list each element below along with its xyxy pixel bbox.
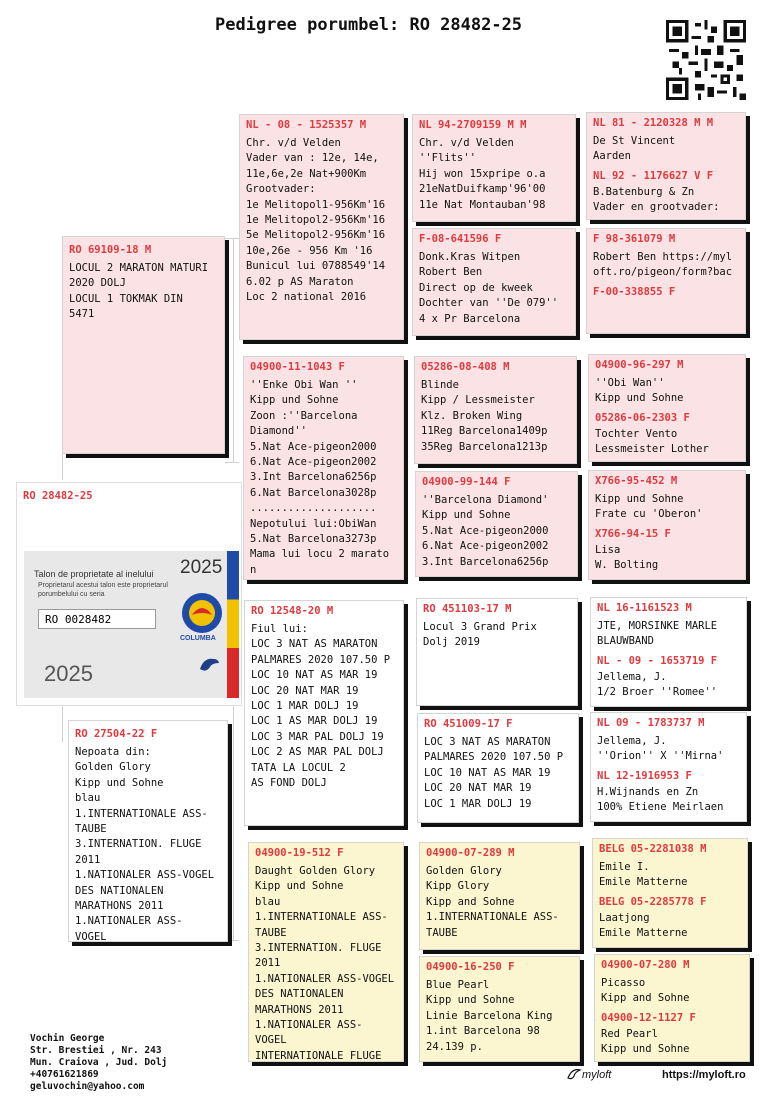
- ring-number: 04900-11-1043 F: [250, 361, 345, 373]
- talon-ring-number: RO 0028482: [38, 609, 156, 629]
- card-line: DES NATIONALEN: [255, 988, 344, 1001]
- qr-code: [666, 20, 746, 100]
- card-line: Diamond'': [250, 425, 307, 438]
- card-line: Laatjong: [599, 911, 650, 924]
- card-pair-ddd: [594, 954, 750, 1062]
- card-lines: [426, 978, 573, 1055]
- card-line: Emile Matterne: [599, 876, 688, 889]
- owner-city: Mun. Craiova , Jud. Dolj: [30, 1057, 168, 1068]
- card-pair-dss: [590, 597, 747, 707]
- card-line: Kipp / Lessmeister: [421, 394, 535, 407]
- card-line: Hij won 15xpripe o.a: [419, 167, 546, 180]
- ring-number: RO 451103-17 M: [423, 603, 512, 615]
- connector-ds: [404, 640, 405, 760]
- card-line: Klz. Broken Wing: [421, 409, 523, 422]
- card-dds: [419, 842, 580, 950]
- card-line: 1.NATIONALER ASS-VOGEL: [75, 869, 215, 882]
- ring-number: RO 69109-18 M: [69, 244, 152, 256]
- card-line: Jellema, J.: [597, 670, 667, 683]
- card-line: 1.INTERNATIONALE ASS-: [426, 911, 559, 924]
- card-line: 21eNatDuifkamp'96'00: [419, 183, 546, 196]
- card-line: Kipp und Sohne: [595, 392, 684, 405]
- card-dss: [416, 598, 578, 706]
- card-line: INTERNATIONALE FLUGE: [255, 1049, 382, 1062]
- card-line: 1.NATIONALER ASS-: [255, 1019, 363, 1032]
- card-line: AS FOND DOLJ: [251, 777, 327, 790]
- card-line: Chr. v/d Velden: [246, 137, 341, 149]
- card-line: 6.Nat Ace-pigeon2002: [422, 540, 549, 553]
- card-line: Fiul lui:: [251, 623, 308, 635]
- ring-number: 04900-12-1127 F: [601, 1011, 696, 1024]
- card-line: Locul 3 Grand Prix: [423, 621, 537, 633]
- myloft-bird-icon: [566, 1066, 582, 1082]
- card-line: Linie Barcelona King: [426, 1009, 553, 1022]
- card-line: Picasso: [601, 977, 646, 989]
- card-lines: [595, 427, 739, 458]
- card-lines: [595, 492, 739, 523]
- brand-name: myloft: [582, 1069, 612, 1081]
- card-line: 5471: [69, 308, 95, 321]
- card-line: Grootvader:: [246, 183, 316, 196]
- card-line: Emile I.: [599, 861, 650, 873]
- card-line: MARATHONS 2011: [255, 1003, 344, 1016]
- card-line: LOC 2 AS MAR PAL DOLJ: [251, 746, 384, 759]
- connector-sire-ss: [225, 238, 239, 239]
- card-line: 3.Int Barcelona6256p: [250, 471, 377, 484]
- card-line: 6.02 p AS Maraton: [246, 275, 354, 288]
- card-lines: [422, 493, 571, 570]
- card-line: B.Batenburg & Zn: [593, 185, 695, 198]
- card-line: LOC 3 MAR PAL DOLJ 19: [251, 730, 384, 743]
- card-line: ''Enke Obi Wan '': [250, 379, 358, 391]
- connector-dd: [404, 898, 405, 1002]
- ring-number: NL 12-1916953 F: [597, 769, 692, 782]
- ring-number: 04900-07-289 M: [426, 847, 515, 859]
- card-line: Chr. v/d Velden: [419, 137, 514, 149]
- owner-contact: [30, 1033, 167, 1093]
- flag-stripe: [227, 551, 239, 698]
- card-lines: [246, 136, 397, 305]
- card-lines: [593, 185, 739, 216]
- card-line: W. Bolting: [595, 559, 659, 572]
- card-line: Direct op de kweek: [419, 281, 533, 294]
- card-line: Vader van : 12e, 14e,: [246, 152, 379, 165]
- card-line: ''Flits'': [419, 152, 476, 165]
- card-lines: [424, 735, 572, 812]
- card-lines: [599, 911, 741, 942]
- talon-brand: COLUMBA: [180, 635, 216, 642]
- card-line: 5.Nat Barcelona3273p: [250, 533, 377, 546]
- ring-number: 05286-08-408 M: [421, 361, 510, 373]
- connector-sire-vertical: [233, 238, 234, 462]
- card-line: Daught Golden Glory: [255, 865, 376, 877]
- card-lines: [593, 250, 739, 281]
- ring-number: NL 81 - 2120328 M M: [593, 117, 714, 129]
- card-sire: [62, 236, 225, 454]
- card-line: BLAUWBAND: [597, 635, 654, 648]
- card-lines: [419, 136, 569, 213]
- ring-number: 05286-06-2303 F: [595, 411, 690, 424]
- talon-subtext: Proprietarul acestui talon este proprietarul porumbelului cu seria: [38, 582, 168, 598]
- ring-number: 04900-99-144 F: [422, 476, 511, 488]
- card-line: TAUBE: [255, 926, 287, 939]
- owner-street: Str. Brestiei , Nr. 243: [30, 1045, 162, 1056]
- card-pair-dds: [592, 838, 748, 948]
- ring-number: 04900-07-280 M: [601, 959, 690, 971]
- card-lines: [601, 1027, 743, 1058]
- card-lines: [595, 376, 739, 407]
- subject-ring: RO 28482-25: [23, 490, 93, 502]
- card-line: Blinde: [421, 379, 459, 391]
- card-line: Aarden: [593, 150, 631, 163]
- card-line: De St Vincent: [593, 135, 676, 147]
- ring-number: 04900-96-297 M: [595, 359, 684, 371]
- card-lines: [599, 860, 741, 891]
- card-line: MARATHONS 2011: [75, 900, 164, 913]
- ring-number: NL 94-2709159 M M: [419, 119, 527, 131]
- card-line: Lessmeister Lother: [595, 443, 709, 456]
- card-line: Dolj 2019: [423, 636, 480, 649]
- card-line: 5e Melitopol2-956Km'16: [246, 229, 386, 242]
- card-line: Jellema, J.: [597, 735, 667, 747]
- card-line: 1e Melitopol2-956Km'16: [246, 214, 386, 227]
- card-ddd: [419, 956, 580, 1062]
- card-line: TATA LA LOCUL 2: [251, 761, 346, 774]
- card-line: LOC 10 NAT AS MAR 19: [424, 766, 551, 779]
- card-line: 5.Nat Ace-pigeon2000: [422, 524, 549, 537]
- card-line: 1/2 Broer ''Romee'': [597, 686, 718, 699]
- card-line: Kipp and Sohne: [426, 895, 515, 908]
- card-line: Nepotului lui:ObiWan: [250, 517, 377, 530]
- card-line: 3.Int Barcelona6256p: [422, 555, 549, 568]
- owner-name: Vochin George: [30, 1033, 105, 1044]
- card-sss: [412, 114, 576, 222]
- card-line: Kipp und Sohne: [595, 493, 684, 505]
- ring-number: RO 27504-22 F: [75, 728, 158, 740]
- card-line: Robert Ben https://myl: [593, 251, 733, 263]
- brand-url[interactable]: https://myloft.ro: [662, 1069, 746, 1081]
- card-line: 6.Nat Barcelona3028p: [250, 486, 377, 499]
- card-line: Donk.Kras Witpen: [419, 251, 521, 263]
- owner-email[interactable]: geluvochin@yahoo.com: [30, 1081, 145, 1092]
- connector-dam-vertical: [233, 700, 234, 940]
- card-line: blau: [255, 895, 281, 908]
- card-line: Frate cu 'Oberon': [595, 508, 703, 521]
- card-line: 11Reg Barcelona1409p: [421, 425, 548, 438]
- card-line: 1.NATIONALER ASS-: [75, 915, 183, 928]
- ring-number: X766-94-15 F: [595, 527, 671, 540]
- card-line: Kipp und Sohne: [75, 776, 164, 789]
- talon-heading: Talon de proprietate al inelului: [34, 569, 154, 579]
- card-line: 11e,6e,2e Nat+900Km: [246, 167, 367, 180]
- card-line: Golden Glory: [426, 865, 502, 877]
- card-line: Tochter Vento: [595, 427, 678, 440]
- card-pair-dsd: [590, 712, 747, 822]
- card-line: 2011: [75, 853, 101, 866]
- card-line: Kipp und Sohne: [601, 1043, 690, 1056]
- card-line: Bunicul lui 0788549'14: [246, 260, 386, 273]
- card-line: Vader en grootvader:: [593, 201, 720, 214]
- card-sds: [414, 356, 577, 464]
- ring-certificate: [24, 551, 239, 698]
- connector-sd: [404, 390, 405, 528]
- card-line: 1.int Barcelona 98: [426, 1025, 540, 1038]
- ring-number: F 98-361079 M: [593, 233, 676, 245]
- card-lines: [419, 250, 569, 327]
- connector-main-dam: [62, 706, 63, 742]
- card-lines: [421, 378, 570, 455]
- ring-number: NL 16-1161523 M: [597, 602, 692, 614]
- card-line: Kipp und Sohne: [422, 509, 511, 522]
- card-line: Kipp und Sohne: [426, 994, 515, 1007]
- card-line: 1.INTERNATIONALE ASS-: [75, 807, 208, 820]
- card-line: 2011: [255, 957, 281, 970]
- card-line: PALMARES 2020 107.50 P: [251, 653, 391, 666]
- card-line: 6.Nat Ace-pigeon2002: [250, 456, 377, 469]
- card-pair-ss: [586, 112, 746, 220]
- ring-number: RO 12548-20 M: [251, 605, 334, 617]
- ring-number: F-00-338855 F: [593, 285, 676, 298]
- card-line: Kipp Glory: [426, 880, 490, 893]
- card-line: H.Wijnands en Zn: [597, 785, 699, 798]
- card-line: ''Orion'' X ''Mirna': [597, 750, 724, 763]
- card-line: Red Pearl: [601, 1027, 658, 1040]
- card-line: LOC 1 AS MAR DOLJ 19: [251, 715, 378, 728]
- pigeon-icon: [196, 651, 222, 677]
- ring-number: NL - 09 - 1653719 F: [597, 654, 718, 667]
- card-line: LOC 20 NAT MAR 19: [251, 684, 359, 697]
- card-lines: [69, 261, 218, 323]
- card-line: n: [250, 563, 257, 576]
- card-line: 100% Etiene Meirlaen: [597, 801, 724, 814]
- card-line: Robert Ben: [419, 266, 483, 279]
- card-line: 4 x Pr Barcelona: [419, 312, 521, 325]
- card-line: LOC 10 NAT AS MAR 19: [251, 669, 378, 682]
- card-line: VOGEL: [75, 930, 107, 942]
- card-lines: [597, 734, 740, 765]
- card-dsd: [417, 713, 579, 823]
- card-line: Golden Glory: [75, 761, 151, 774]
- page-title: Pedigree porumbel: RO 28482-25: [215, 15, 523, 35]
- card-line: Emile Matterne: [599, 927, 688, 940]
- card-lines: [426, 864, 573, 941]
- card-line: TAUBE: [426, 926, 458, 939]
- owner-phone: +40761621869: [30, 1069, 99, 1080]
- card-line: DES NATIONALEN: [75, 884, 164, 897]
- card-line: Kipp und Sohne: [250, 394, 339, 407]
- card-pair-ds: [588, 354, 746, 462]
- card-lines: [255, 864, 397, 1062]
- card-line: 1.NATIONALER ASS-VOGEL: [255, 972, 395, 985]
- card-lines: [601, 976, 743, 1007]
- columba-logo-icon: [180, 591, 224, 635]
- card-lines: [597, 670, 740, 701]
- card-pair-sd: [586, 228, 746, 334]
- card-line: Blue Pearl: [426, 979, 490, 991]
- card-line: Kipp and Sohne: [601, 992, 690, 1005]
- card-line: LOC 20 NAT MAR 19: [424, 782, 532, 795]
- ring-number: X766-95-452 M: [595, 475, 678, 487]
- card-lines: [597, 619, 740, 650]
- card-line: ''Obi Wan'': [595, 377, 665, 389]
- card-line: Kipp und Sohne: [255, 880, 344, 893]
- card-line: Dochter van ''De 079'': [419, 297, 559, 310]
- card-line: 3.INTERNATION. FLUGE: [75, 838, 202, 851]
- ring-number: NL 92 - 1176627 V F: [593, 169, 714, 182]
- card-line: 3.INTERNATION. FLUGE: [255, 942, 382, 955]
- card-line: 11e Nat Montauban'98: [419, 198, 546, 211]
- card-line: PALMARES 2020 107.50 P: [424, 751, 564, 764]
- card-line: LOC 1 MAR DOLJ 19: [251, 700, 359, 713]
- card-ssd: [412, 228, 576, 336]
- card-line: LOCUL 1 TOKMAK DIN: [69, 292, 183, 305]
- connector-sire-sd: [225, 462, 239, 463]
- card-dam-dam: [248, 842, 404, 1062]
- card-line: 5.Nat Ace-pigeon2000: [250, 440, 377, 453]
- card-line: ....................: [250, 502, 377, 515]
- card-dam: [68, 720, 228, 942]
- card-lines: [595, 543, 739, 574]
- ring-number: RO 451009-17 F: [424, 718, 513, 730]
- card-line: 1.INTERNATIONALE ASS-: [255, 911, 388, 924]
- card-line: Zoon :''Barcelona: [250, 409, 358, 422]
- ring-number: F-08-641596 F: [419, 233, 502, 245]
- card-line: 1e Melitopol1-956Km'16: [246, 198, 386, 211]
- card-line: 35Reg Barcelona1213p: [421, 440, 548, 453]
- card-line: Mama lui locu 2 marato: [250, 548, 390, 561]
- ring-number: NL - 08 - 1525357 M: [246, 119, 367, 131]
- talon-year: 2025: [180, 557, 223, 578]
- card-line: oft.ro/pigeon/form?bac: [593, 266, 733, 279]
- card-line: 24.139 p.: [426, 1040, 483, 1053]
- card-lines: [423, 620, 571, 651]
- card-line: LOC 1 MAR DOLJ 19: [424, 797, 532, 810]
- card-sire-sire: [239, 114, 404, 340]
- card-line: Loc 2 national 2016: [246, 291, 367, 304]
- ring-number: BELG 05-2281038 M: [599, 843, 707, 855]
- card-lines: [250, 378, 397, 578]
- card-lines: [597, 785, 740, 816]
- connector-ss: [404, 166, 405, 274]
- card-line: 2020 DOLJ: [69, 277, 126, 290]
- ring-number: 04900-16-250 F: [426, 961, 515, 973]
- card-lines: [251, 622, 397, 791]
- card-sdd: [415, 471, 578, 577]
- card-line: LOCUL 2 MARATON MATURI: [69, 262, 209, 274]
- card-line: Lisa: [595, 543, 621, 556]
- card-line: LOC 3 NAT AS MARATON: [251, 638, 378, 651]
- card-line: TAUBE: [75, 823, 107, 836]
- card-line: ''Barcelona Diamond': [422, 494, 549, 506]
- card-pair-dd: [588, 470, 746, 580]
- card-line: blau: [75, 792, 101, 805]
- ring-number: 04900-19-512 F: [255, 847, 344, 859]
- card-sire-dam: [243, 356, 404, 580]
- card-lines: [593, 134, 739, 165]
- card-line: 10e,26e - 956 Km '16: [246, 244, 373, 257]
- ring-number: BELG 05-2285778 F: [599, 895, 707, 908]
- ring-number: NL 09 - 1783737 M: [597, 717, 705, 729]
- card-dam-sire: [244, 600, 404, 826]
- card-line: Nepoata din:: [75, 746, 151, 758]
- card-line: JTE, MORSINKE MARLE: [597, 620, 718, 632]
- talon-year-large: 2025: [44, 661, 93, 686]
- card-lines: [75, 745, 221, 942]
- card-line: LOC 3 NAT AS MARATON: [424, 736, 551, 748]
- card-line: VOGEL: [255, 1034, 287, 1047]
